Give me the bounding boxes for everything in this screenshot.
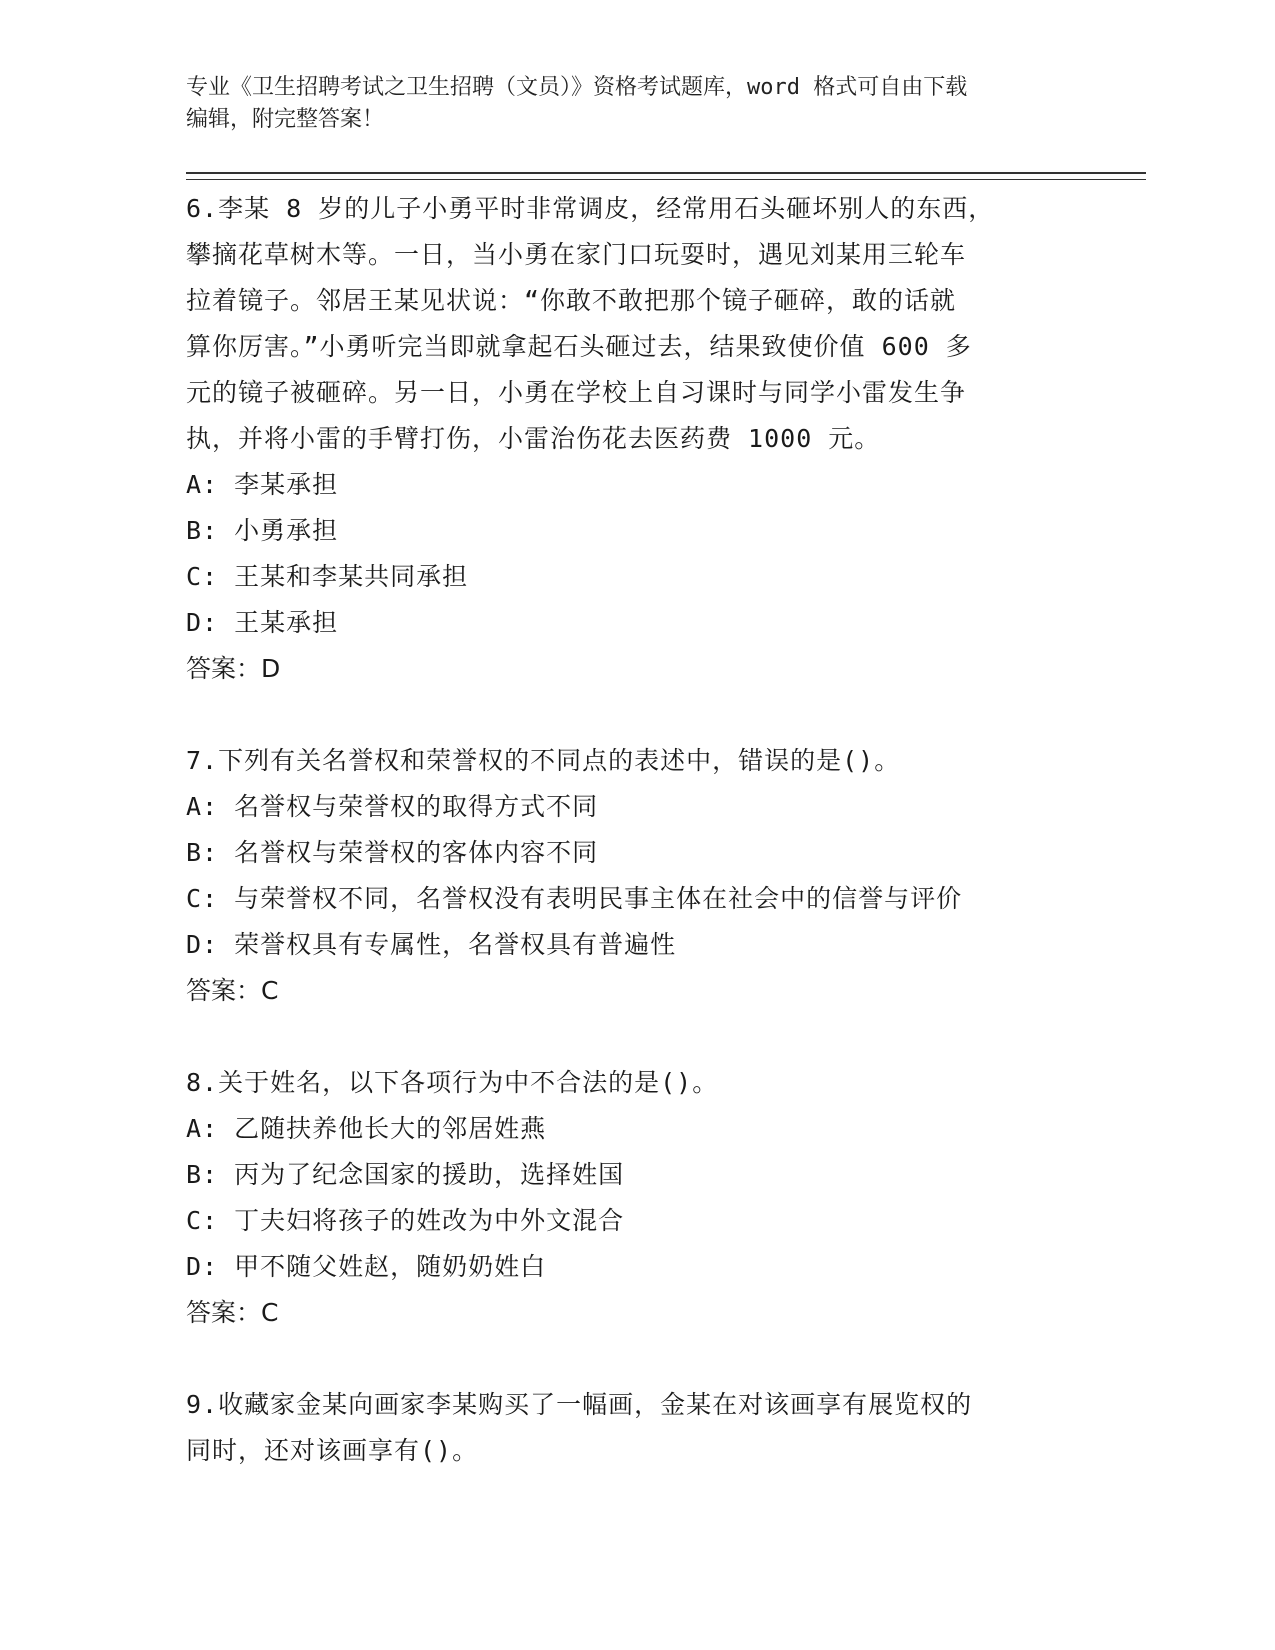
question-stem-line: 执，并将小雷的手臂打伤，小雷治伤花去医药费 1000 元。 [186,424,881,453]
question-stem-line: 8.关于姓名，以下各项行为中不合法的是()。 [186,1068,719,1097]
option-a: A: 名誉权与荣誉权的取得方式不同 [186,792,599,821]
option-b: B: 名誉权与荣誉权的客体内容不同 [186,838,599,867]
question-stem-line: 9.收藏家金某向画家李某购买了一幅画，金某在对该画享有展览权的 [186,1390,973,1419]
question-list [186,186,1066,1474]
question-6 [186,186,1066,692]
header-line-2: 编辑，附完整答案！ [186,107,385,132]
question-stem-line: 元的镜子被砸碎。另一日，小勇在学校上自习课时与同学小雷发生争 [186,378,967,407]
option-a: A: 李某承担 [186,470,339,499]
option-c: C: 丁夫妇将孩子的姓改为中外文混合 [186,1206,625,1235]
option-c: C: 与荣誉权不同，名誉权没有表明民事主体在社会中的信誉与评价 [186,884,963,913]
spacer [186,692,1066,738]
option-d: D: 王某承担 [186,608,339,637]
question-9 [186,1382,1066,1474]
header-rule-thick [186,172,1146,174]
question-7 [186,738,1066,1014]
spacer [186,1336,1066,1382]
option-b: B: 小勇承担 [186,516,339,545]
question-stem-line: 6.李某 8 岁的儿子小勇平时非常调皮，经常用石头砸坏别人的东西， [186,194,995,223]
answer: 答案：C [186,1298,279,1327]
question-stem-line: 同时，还对该画享有()。 [186,1436,479,1465]
answer: 答案：D [186,654,281,683]
header-rule-thin [186,179,1146,180]
question-stem-line: 算你厉害。”小勇听完当即就拿起石头砸过去，结果致使价值 600 多 [186,332,972,361]
question-stem-line: 7.下列有关名誉权和荣誉权的不同点的表述中，错误的是()。 [186,746,901,775]
option-b: B: 丙为了纪念国家的援助，选择姓国 [186,1160,625,1189]
question-stem-line: 攀摘花草树木等。一日，当小勇在家门口玩耍时，遇见刘某用三轮车 [186,240,967,269]
question-8 [186,1060,1066,1336]
header-line-1: 专业《卫生招聘考试之卫生招聘（文员）》资格考试题库，word 格式可自由下载 [186,75,968,100]
answer: 答案：C [186,976,279,1005]
question-stem-line: 拉着镜子。邻居王某见状说：“你敢不敢把那个镜子砸碎，敢的话就 [186,286,957,315]
spacer [186,1014,1066,1060]
option-d: D: 荣誉权具有专属性，名誉权具有普遍性 [186,930,677,959]
document-header [186,72,1066,136]
option-d: D: 甲不随父姓赵，随奶奶姓白 [186,1252,547,1281]
option-c: C: 王某和李某共同承担 [186,562,469,591]
option-a: A: 乙随扶养他长大的邻居姓燕 [186,1114,547,1143]
